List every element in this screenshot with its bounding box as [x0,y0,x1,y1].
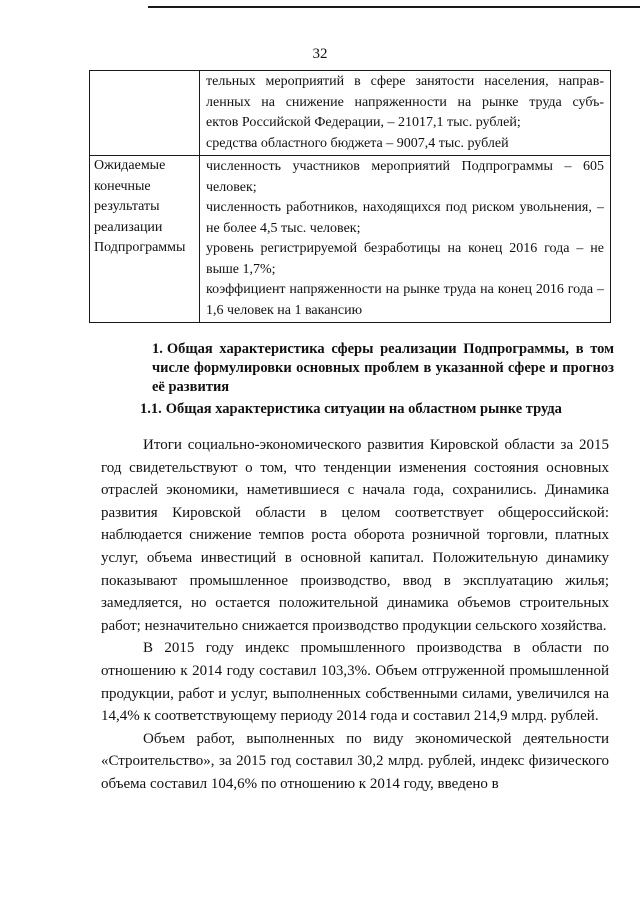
expected-result-item: уровень регистрируемой безработицы на конец 2016 года – не выше 1,7%; [206,241,604,277]
table-row [90,156,611,323]
table-cell-label [90,156,200,323]
label-line: конечные [94,178,151,194]
section-heading-1 [152,340,614,397]
paragraph: Объем работ, выполненных по виду экономической деятельности «Строительство», за 2015 год составил 30,2 млрд. рублей, индекс физического объема составил 104,6% по отношению к 2014 году, введено в [101,730,609,792]
table-row [90,71,611,156]
table-cell-label [90,71,200,156]
funding-line: ектов Российской Федерации, – 21017,1 тыс. рублей; [206,115,521,130]
section-heading-1-1 [140,400,602,419]
section-title: Общая характеристика ситуации на областном рынке труда [165,401,562,417]
paragraph: Итоги социально-экономического развития Кировской области за 2015 год свидетельствуют о том, что тенденции изменения состояния основных отраслей экономики, наметившиеся с начала года, сохранились. Динамика развития Кировской области в целом соответствует общероссийской: наблюдается снижение темпов роста оборота розничной торговли, платных услуг, объема инвестиций в основной капитал. Положительную динамику показывают промышленное производство, ввод в эксплуатацию жилья; замедляется, но остается положительной динамика объемов строительных работ; незначительно снижается производство продукции сельского хозяйства. [101,437,609,634]
label-line: Подпрограммы [94,240,186,255]
section-number: 1.1. [140,401,162,417]
funding-line: ленных на снижение напряженности на рынке труда субъ- [206,94,604,110]
page-number: 32 [312,46,328,62]
label-line: реализации [94,219,163,235]
top-rule [148,6,640,8]
section-title: Общая характеристика сферы реализации Подпрограммы, в том числе формулировки основных проблем в указанной сфере и прогноз её развития [152,341,614,395]
program-passport-table [89,70,611,323]
section-number: 1. [152,341,163,357]
expected-result-item: коэффициент напряженности на рынке труда на конец 2016 года – 1,6 человек на 1 вакансию [206,282,604,318]
funding-line: тельных мероприятий в сфере занятости населения, направ- [206,74,604,89]
body-text [101,434,609,796]
table-cell-content [200,71,611,156]
expected-result-item: численность работников, находящихся под риском увольнения, – не более 4,5 тыс. человек; [206,200,604,236]
label-line: результаты [94,199,160,214]
table-cell-content [200,156,611,323]
paragraph: В 2015 году индекс промышленного производства в области по отношению к 2014 году составил 103,3%. Объем отгруженной промышленной продукции, работ и услуг, выполненных собственными силами, увеличился на 14,4% к соответствующему периоду 2014 года и составил 214,9 млрд. рублей. [101,640,609,725]
funding-line: средства областного бюджета – 9007,4 тыс. рублей [206,135,509,151]
expected-result-item: численность участников мероприятий Подпрограммы – 605 человек; [206,159,604,195]
label-line: Ожидаемые [94,158,166,173]
